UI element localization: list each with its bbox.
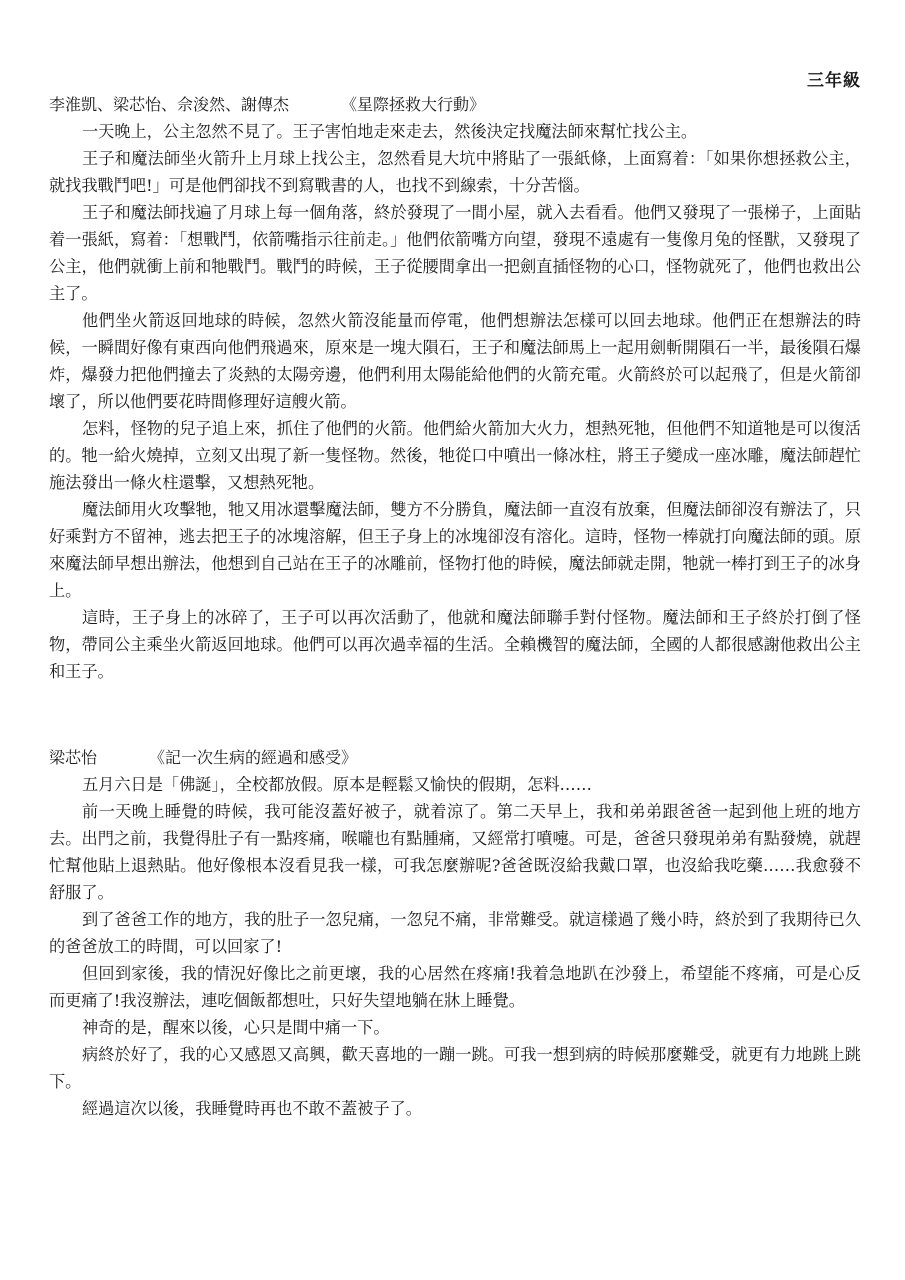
- grade-label: 三年級: [807, 71, 861, 91]
- story-section-2: [49, 745, 861, 1122]
- story-paragraph: 病終於好了，我的心又感恩又高興，歡天喜地的一蹦一跳。可我一想到病的時候那麼難受，就更有力地跳上跳下。: [49, 1045, 861, 1091]
- story-paragraph: 一天晚上，公主忽然不見了。王子害怕地走來走去，然後決定找魔法師來幫忙找公主。: [82, 122, 698, 141]
- story-paragraph: 這時，王子身上的冰碎了，王子可以再次活動了，他就和魔法師聯手對付怪物。魔法師和王子終於打倒了怪物，帶同公主乘坐火箭返回地球。他們可以再次過幸福的生活。全賴機智的魔法師，全國的人都很感謝他救出公主和王子。: [49, 608, 861, 681]
- story-title: 《星際拯救大行動》: [341, 95, 486, 114]
- story-paragraph: 前一天晚上睡覺的時候，我可能沒蓋好被子，就着涼了。第二天早上，我和弟弟跟爸爸一起到他上班的地方去。出門之前，我覺得肚子有一點疼痛，喉嚨也有點腫痛，又經常打噴嚏。可是，爸爸只發現弟弟有點發燒，就趕忙幫他貼上退熱貼。他好像根本沒看見我一樣，可我怎麼辦呢?爸爸既沒給我戴口罩，也沒給我吃藥……我愈發不舒服了。: [49, 802, 861, 902]
- story-paragraph: 怎料，怪物的兒子追上來，抓住了他們的火箭。他們給火箭加大火力，想熱死牠，但他們不知道牠是可以復活的。牠一給火燒掉，立刻又出現了新一隻怪物。然後，牠從口中噴出一條冰柱，將王子變成一座冰雕，魔法師趕忙施法發出一條火柱還擊，又想熱死牠。: [49, 419, 861, 492]
- story-paragraph: 魔法師用火攻擊牠，牠又用冰還擊魔法師，雙方不分勝負，魔法師一直沒有放棄，但魔法師卻沒有辦法了，只好乘對方不留神，逃去把王子的冰塊溶解，但王子身上的冰塊卻沒有溶化。這時，怪物一棒就打向魔法師的頭。原來魔法師早想出辦法，他想到自己站在王子的冰雕前，怪物打他的時候，魔法師就走開，牠就一棒打到王子的冰身上。: [49, 500, 861, 600]
- story-heading: [49, 745, 861, 771]
- story-title: 《記一次生病的經過和感受》: [149, 748, 358, 767]
- story-paragraph: 但回到家後，我的情況好像比之前更壞，我的心居然在疼痛!我着急地趴在沙發上，希望能不疼痛，可是心反而更痛了!我沒辦法，連吃個飯都想吐，只好失望地躺在牀上睡覺。: [49, 964, 861, 1010]
- story-paragraph: 他們坐火箭返回地球的時候，忽然火箭沒能量而停電，他們想辦法怎樣可以回去地球。他們正在想辦法的時候，一瞬間好像有東西向他們飛過來，原來是一塊大隕石，王子和魔法師馬上一起用劍斬開隕石一半，最後隕石爆炸，爆發力把他們撞去了炎熱的太陽旁邊，他們利用太陽能給他們的火箭充電。火箭終於可以起飛了，但是火箭卻壞了，所以他們要花時間修理好這艘火箭。: [49, 311, 861, 411]
- story-paragraph: 王子和魔法師坐火箭升上月球上找公主，忽然看見大坑中將貼了一張紙條，上面寫着：「如果你想拯救公主，就找我戰鬥吧!」可是他們卻找不到寫戰書的人，也找不到線索，十分苦惱。: [49, 149, 861, 195]
- story-authors: 梁芯怡: [49, 748, 98, 767]
- story-paragraph: 王子和魔法師找遍了月球上每一個角落，終於發現了一間小屋，就入去看看。他們又發現了一張梯子，上面貼着一張紙，寫着：「想戰鬥，依箭嘴指示往前走。」他們依箭嘴方向望，發現不遠處有一隻像月兔的怪獸，又發現了公主，他們就衝上前和牠戰鬥。戰鬥的時候，王子從腰間拿出一把劍直插怪物的心口，怪物就死了，他們也救出公主了。: [49, 203, 861, 303]
- story-section-1: [49, 92, 861, 685]
- story-paragraph: 神奇的是，醒來以後，心只是間中痛一下。: [82, 1018, 390, 1037]
- story-authors: 李淮凱、梁芯怡、佘浚然、謝傳杰: [49, 95, 290, 114]
- story-heading: [49, 92, 861, 118]
- story-paragraph: 五月六日是「佛誕」，全校都放假。原本是輕鬆又愉快的假期，怎料……: [82, 775, 592, 794]
- story-paragraph: 到了爸爸工作的地方，我的肚子一忽兒痛，一忽兒不痛，非常難受。就這樣過了幾小時，終於到了我期待已久的爸爸放工的時間，可以回家了!: [49, 910, 861, 956]
- story-paragraph: 經過這次以後，我睡覺時再也不敢不蓋被子了。: [82, 1099, 422, 1118]
